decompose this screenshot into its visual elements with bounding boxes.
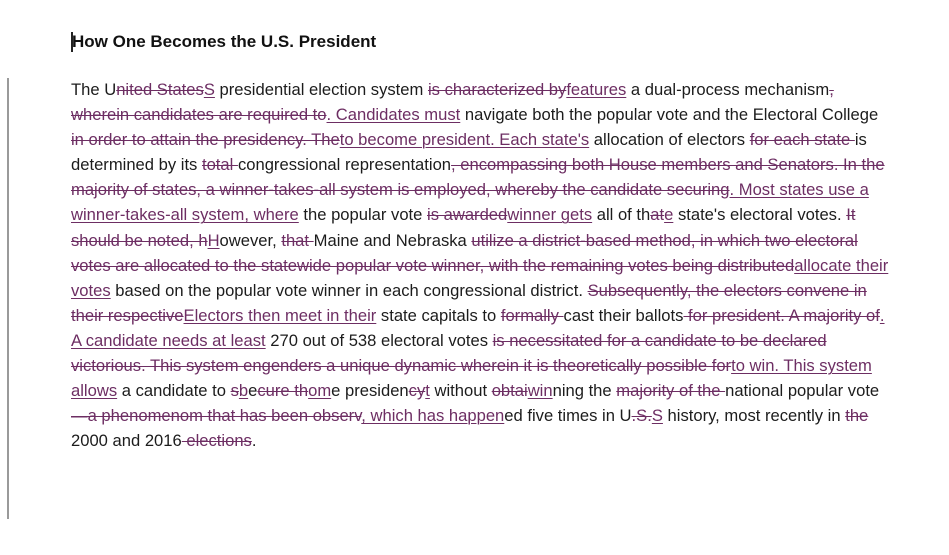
body-text-run: without <box>429 381 492 401</box>
inserted-text: to become president. Each state's <box>339 130 590 150</box>
body-text-run: . <box>251 431 257 451</box>
body-text-run: state capitals to <box>376 305 501 325</box>
inserted-text: , which has happen <box>361 406 505 426</box>
body-text-run: national popular vote <box>725 381 880 401</box>
body-text-run: e presiden <box>331 381 409 401</box>
deleted-text: elections <box>181 431 252 451</box>
inserted-text: S <box>651 406 663 426</box>
body-text-run: presidential election system <box>214 80 428 99</box>
inserted-text: Electors then meet in their <box>183 305 377 325</box>
inserted-text: t <box>425 381 430 401</box>
deleted-text: utilize a district-based method, in which two electoral votes are allocated to the statewide popular vote winner, with the remaining votes being distributed <box>71 230 858 275</box>
inserted-text: e <box>664 205 674 225</box>
body-text-run: based on the popular vote winner in each congressional district. <box>110 280 588 300</box>
inserted-text: om <box>308 381 332 401</box>
body-text-run: 2000 and 2016 <box>71 431 182 451</box>
body-text-run: a dual-process mechanism <box>626 80 830 99</box>
deleted-text: Subsequently, the electors convene in their respective <box>71 280 867 325</box>
deleted-text: for president. A majority of <box>683 305 880 325</box>
deleted-text: is characterized by <box>427 80 567 99</box>
deleted-text: .S. <box>631 406 652 426</box>
deleted-text: cy <box>408 381 426 401</box>
body-text-run: ning the <box>552 381 617 401</box>
deleted-text: —a phenomenom that has been observ <box>71 406 362 426</box>
inserted-text: to win. This system allows <box>71 356 872 401</box>
deleted-text: that <box>281 230 314 250</box>
deleted-text: in order to attain the presidency. The <box>71 130 340 150</box>
body-text-run: history, most recently in <box>662 406 846 426</box>
deleted-text: s <box>230 381 239 401</box>
document-body-paragraph[interactable] <box>71 77 891 453</box>
deleted-text: , encompassing both House members and Senators. In the majority of states, a winner-takes-all system is employed, whereby the candidate securing <box>71 155 885 200</box>
body-text-run: cast their ballots <box>563 305 684 325</box>
body-text-run: all of th <box>592 205 651 225</box>
revision-change-bar <box>7 78 9 519</box>
inserted-text: win <box>527 381 553 401</box>
body-text-run: the popular vote <box>298 205 428 225</box>
deleted-text: is awarded <box>427 205 508 225</box>
body-text-run: is determined by its <box>71 130 867 175</box>
deleted-text: majority of the <box>616 381 726 401</box>
body-text-run: ed five times in U <box>504 406 632 426</box>
deleted-text: nited States <box>116 80 204 99</box>
deleted-text: cure th <box>257 381 309 401</box>
inserted-text: allocate their votes <box>71 255 889 300</box>
inserted-text: b <box>238 381 249 401</box>
deleted-text: total <box>201 155 238 175</box>
body-text-run: e <box>248 381 258 401</box>
deleted-text: at <box>650 205 665 225</box>
inserted-text: features <box>566 80 627 99</box>
inserted-text: S <box>203 80 215 99</box>
body-text-run: allocation of electors <box>589 130 750 150</box>
deleted-text: , wherein candidates are required to <box>71 80 834 125</box>
body-text-run: owever, <box>219 230 282 250</box>
body-text-run: congressional representation <box>237 155 452 175</box>
inserted-text: winner gets <box>507 205 593 225</box>
body-text-run: a candidate to <box>117 381 231 401</box>
body-text-run: state's electoral votes. <box>673 205 847 225</box>
inserted-text: . A candidate needs at least <box>71 305 885 350</box>
body-text-run: Maine and Nebraska <box>313 230 472 250</box>
deleted-text: for each state <box>749 130 855 150</box>
deleted-text: formally <box>500 305 564 325</box>
body-text-run: navigate both the popular vote and the Electoral College <box>460 105 879 125</box>
document-title[interactable]: How One Becomes the U.S. President <box>72 32 377 51</box>
inserted-text: . Candidates must <box>326 105 461 125</box>
deleted-text: the <box>845 406 869 426</box>
inserted-text: H <box>207 230 220 250</box>
deleted-text: obtai <box>491 381 528 401</box>
body-text-run: 270 out of 538 electoral votes <box>265 330 493 350</box>
body-text-run: The U <box>71 80 117 99</box>
deleted-text: is necessitated for a candidate to be declared victorious. This system engenders a unique dynamic wherein it is theoretically possible for <box>71 330 827 376</box>
deleted-text: It should be noted, h <box>71 205 856 250</box>
inserted-text: . Most states use a winner-takes-all system, where <box>71 180 869 225</box>
